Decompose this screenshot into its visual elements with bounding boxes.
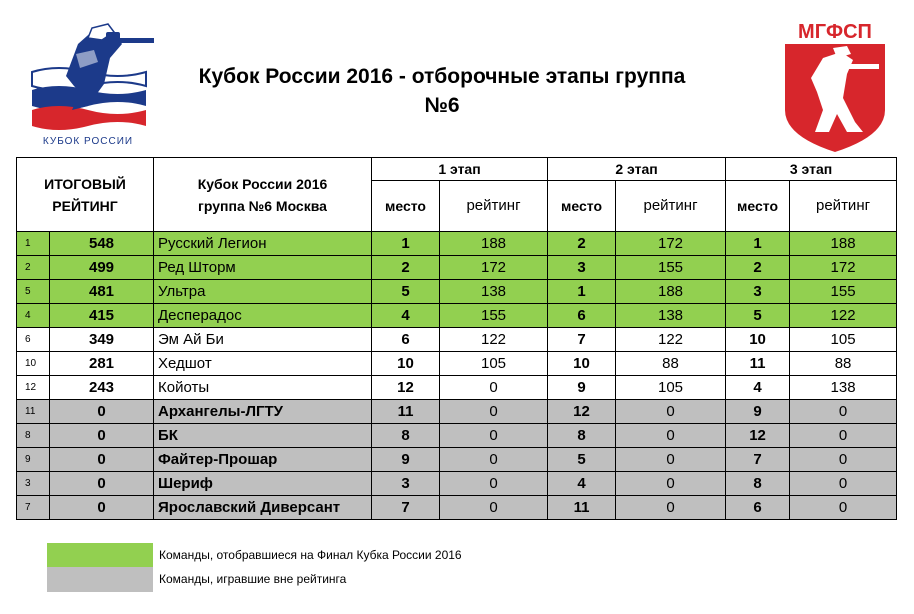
stage1-place: 10 [372, 352, 440, 376]
logo-caption: КУБОК РОССИИ [42, 136, 134, 147]
row-number: 2 [17, 256, 50, 280]
stage2-rating: 0 [616, 400, 726, 424]
table-row [17, 496, 897, 520]
stage2-rating: 105 [616, 376, 726, 400]
table-row [17, 352, 897, 376]
table-row [17, 304, 897, 328]
stage2-rating: 0 [616, 472, 726, 496]
legend-label-finalists: Команды, отобравшиеся на Финал Кубка России 2016 [159, 548, 462, 562]
stage1-rating: 138 [440, 280, 548, 304]
header-cup-line-1: Кубок России 2016 [197, 175, 328, 192]
row-number: 10 [17, 352, 50, 376]
stage2-rating: 0 [616, 496, 726, 520]
stage2-place: 11 [548, 496, 616, 520]
stage1-place: 9 [372, 448, 440, 472]
stage2-rating: 155 [616, 256, 726, 280]
table-row [17, 328, 897, 352]
header-stage-1: 1 этап [372, 158, 548, 181]
stage2-place: 2 [548, 232, 616, 256]
stage2-place: 4 [548, 472, 616, 496]
stage3-place: 8 [726, 472, 790, 496]
stage3-place: 4 [726, 376, 790, 400]
header-rating-1: рейтинг [440, 181, 548, 232]
row-number: 3 [17, 472, 50, 496]
stage1-place: 6 [372, 328, 440, 352]
row-number: 9 [17, 448, 50, 472]
stage2-place: 1 [548, 280, 616, 304]
stage2-rating: 172 [616, 232, 726, 256]
stage2-rating: 0 [616, 424, 726, 448]
stage3-place: 5 [726, 304, 790, 328]
header-place-2: место [548, 181, 616, 232]
table-row [17, 376, 897, 400]
header-final-rating: ИТОГОВЫЙ РЕЙТИНГ [17, 158, 154, 232]
team-name: Файтер-Прошар [154, 448, 372, 472]
stage1-rating: 155 [440, 304, 548, 328]
row-number: 8 [17, 424, 50, 448]
header-rating-2: рейтинг [616, 181, 726, 232]
row-number: 4 [17, 304, 50, 328]
stage3-place: 2 [726, 256, 790, 280]
stage3-place: 11 [726, 352, 790, 376]
row-number: 11 [17, 400, 50, 424]
stage3-rating: 122 [790, 304, 897, 328]
stage1-rating: 172 [440, 256, 548, 280]
stage3-rating: 0 [790, 472, 897, 496]
team-name: БК [154, 424, 372, 448]
legend-swatch-gray [47, 567, 153, 592]
header-place-3: место [726, 181, 790, 232]
stage3-rating: 88 [790, 352, 897, 376]
kubok-rossii-logo [18, 14, 158, 154]
page-title [162, 62, 722, 120]
stage3-rating: 155 [790, 280, 897, 304]
header-row-stages [17, 158, 897, 181]
team-name: Ярославский Диверсант [154, 496, 372, 520]
stage1-rating: 188 [440, 232, 548, 256]
legend-swatch-green [47, 543, 153, 568]
stage1-place: 11 [372, 400, 440, 424]
stage2-place: 3 [548, 256, 616, 280]
team-name: Русский Легион [154, 232, 372, 256]
stage3-rating: 138 [790, 376, 897, 400]
stage1-place: 8 [372, 424, 440, 448]
total-rating: 499 [50, 256, 154, 280]
stage1-place: 1 [372, 232, 440, 256]
stage1-rating: 122 [440, 328, 548, 352]
total-rating: 0 [50, 472, 154, 496]
stage2-rating: 138 [616, 304, 726, 328]
total-rating: 481 [50, 280, 154, 304]
total-rating: 281 [50, 352, 154, 376]
stage1-place: 2 [372, 256, 440, 280]
team-name: Десперадос [154, 304, 372, 328]
row-number: 1 [17, 232, 50, 256]
stage2-place: 7 [548, 328, 616, 352]
stage3-rating: 0 [790, 400, 897, 424]
table-row [17, 280, 897, 304]
emblem-text: МГФСП [798, 21, 872, 43]
header-rating-3: рейтинг [790, 181, 897, 232]
total-rating: 0 [50, 424, 154, 448]
team-name: Архангелы-ЛГТУ [154, 400, 372, 424]
stage3-rating: 0 [790, 448, 897, 472]
stage1-rating: 0 [440, 400, 548, 424]
stage2-place: 8 [548, 424, 616, 448]
team-name: Ред Шторм [154, 256, 372, 280]
legend-finalists [47, 543, 767, 568]
results-table [16, 157, 897, 520]
table-row [17, 472, 897, 496]
total-rating: 349 [50, 328, 154, 352]
stage3-place: 9 [726, 400, 790, 424]
stage3-rating: 105 [790, 328, 897, 352]
table-row [17, 400, 897, 424]
stage1-rating: 0 [440, 472, 548, 496]
stage2-place: 6 [548, 304, 616, 328]
total-rating: 243 [50, 376, 154, 400]
header-stage-2: 2 этап [548, 158, 726, 181]
stage2-rating: 122 [616, 328, 726, 352]
stage3-place: 6 [726, 496, 790, 520]
team-name: Койоты [154, 376, 372, 400]
total-rating: 0 [50, 400, 154, 424]
row-number: 5 [17, 280, 50, 304]
stage3-place: 1 [726, 232, 790, 256]
table-row [17, 448, 897, 472]
stage1-place: 5 [372, 280, 440, 304]
row-number: 6 [17, 328, 50, 352]
header-cup [154, 158, 372, 232]
stage2-place: 12 [548, 400, 616, 424]
stage3-place: 3 [726, 280, 790, 304]
header-stage-3: 3 этап [726, 158, 897, 181]
stage1-place: 3 [372, 472, 440, 496]
stage1-rating: 0 [440, 424, 548, 448]
team-name: Шериф [154, 472, 372, 496]
row-number: 12 [17, 376, 50, 400]
row-number: 7 [17, 496, 50, 520]
table-row [17, 232, 897, 256]
table-row [17, 424, 897, 448]
header-place-1: место [372, 181, 440, 232]
title-line-1: Кубок России 2016 - отборочные этапы группа [198, 65, 686, 88]
total-rating: 548 [50, 232, 154, 256]
stage2-place: 9 [548, 376, 616, 400]
stage3-rating: 0 [790, 496, 897, 520]
total-rating: 0 [50, 496, 154, 520]
stage1-rating: 0 [440, 448, 548, 472]
stage2-place: 5 [548, 448, 616, 472]
stage1-rating: 0 [440, 376, 548, 400]
paintball-player-flag-icon [18, 14, 158, 139]
legend-label-unrated: Команды, игравшие вне рейтинга [159, 572, 347, 586]
paintball-shield-emblem-icon [781, 18, 889, 154]
stage1-rating: 0 [440, 496, 548, 520]
total-rating: 0 [50, 448, 154, 472]
legend-unrated [47, 567, 767, 592]
table-row [17, 256, 897, 280]
stage3-rating: 188 [790, 232, 897, 256]
stage3-place: 10 [726, 328, 790, 352]
team-name: Ультра [154, 280, 372, 304]
stage1-place: 7 [372, 496, 440, 520]
stage1-rating: 105 [440, 352, 548, 376]
stage3-place: 7 [726, 448, 790, 472]
mgfsp-logo [781, 18, 889, 154]
stage3-rating: 172 [790, 256, 897, 280]
stage3-place: 12 [726, 424, 790, 448]
team-name: Хедшот [154, 352, 372, 376]
stage2-rating: 0 [616, 448, 726, 472]
stage1-place: 4 [372, 304, 440, 328]
title-line-2: №6 [424, 94, 460, 117]
team-name: Эм Ай Би [154, 328, 372, 352]
stage3-rating: 0 [790, 424, 897, 448]
stage1-place: 12 [372, 376, 440, 400]
stage2-place: 10 [548, 352, 616, 376]
total-rating: 415 [50, 304, 154, 328]
header-cup-line-2: группа №6 Москва [198, 197, 327, 214]
results-body [17, 232, 897, 520]
stage2-rating: 88 [616, 352, 726, 376]
stage2-rating: 188 [616, 280, 726, 304]
